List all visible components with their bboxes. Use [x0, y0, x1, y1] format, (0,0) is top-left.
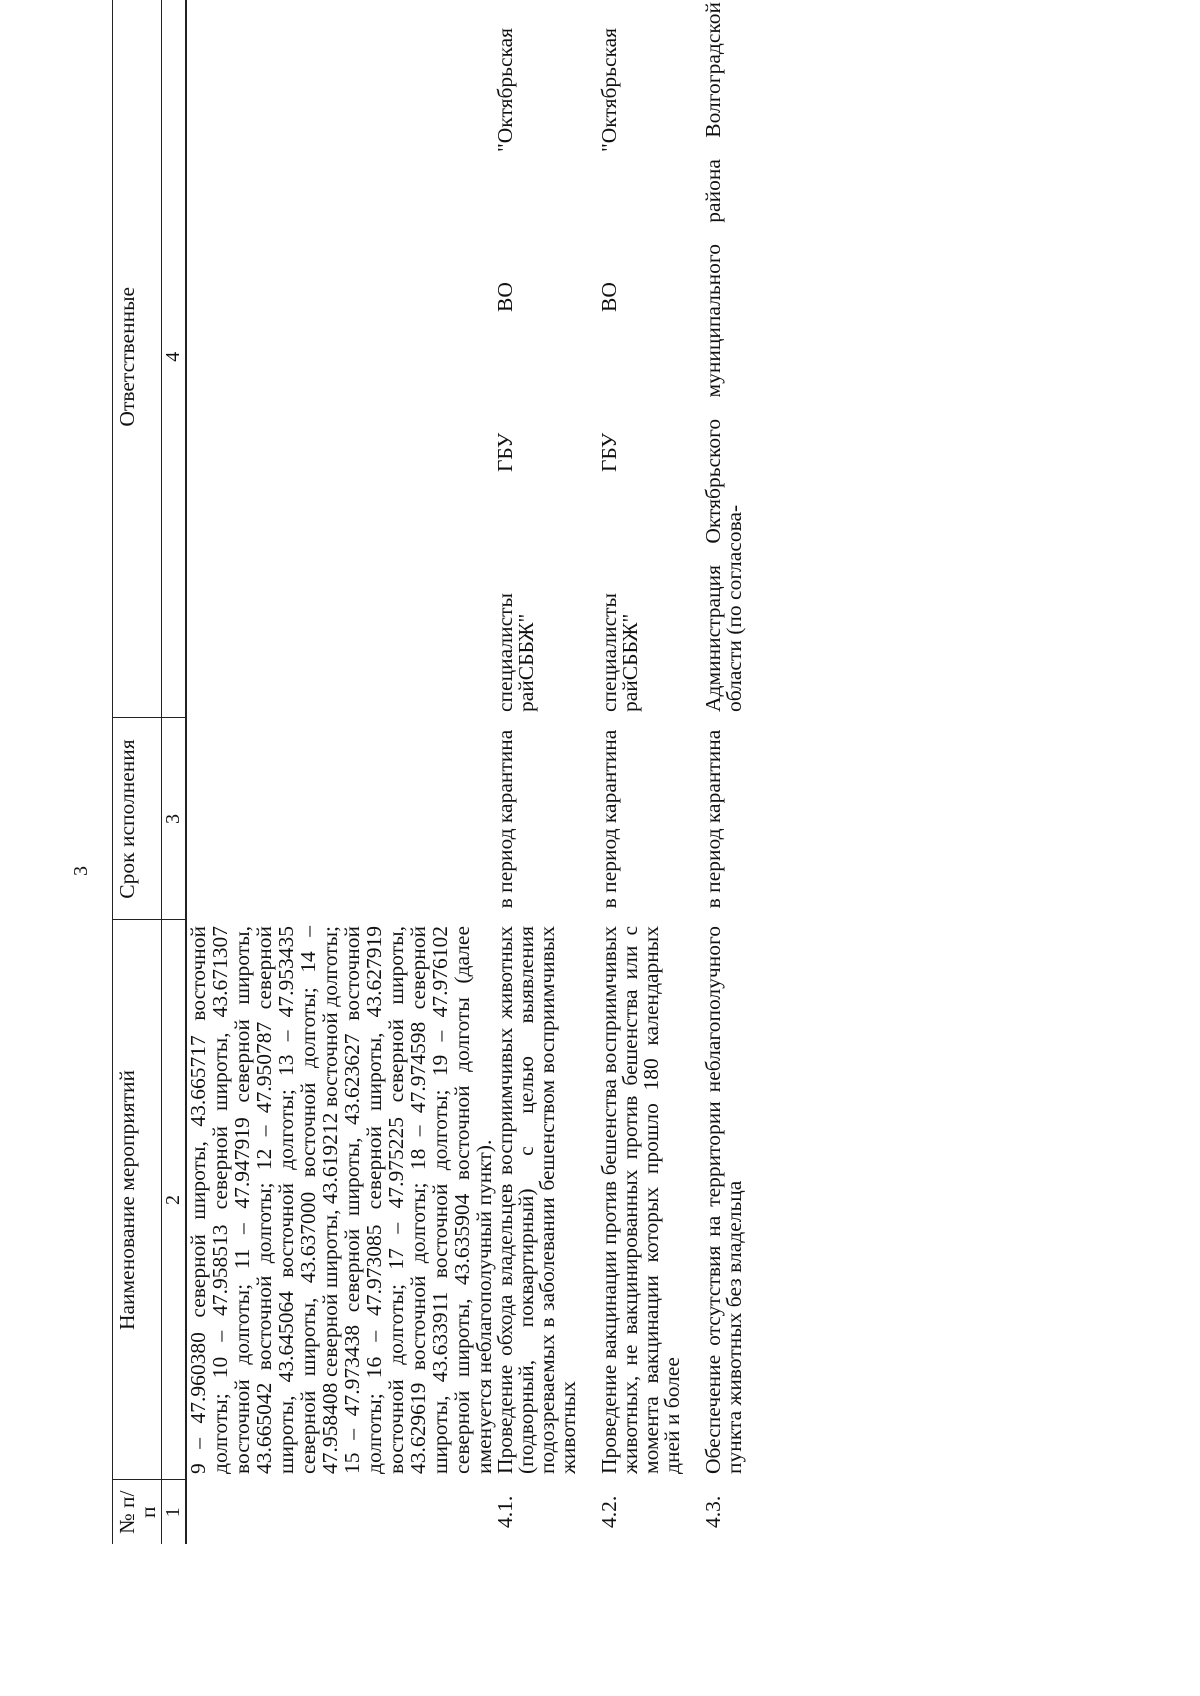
colnum-2: 2	[162, 920, 187, 1480]
measure-term: в период карантина	[701, 729, 725, 909]
row-number: 4.1.	[493, 1495, 517, 1528]
responsible: специалисты райСББЖ" ГБУ ВО "Октябрьская	[493, 27, 538, 712]
colnum-4: 4	[162, 0, 187, 718]
measure-name: Проведение вакцинации против бешенства восприимчивых животных, не вакцинированных против бешенства или с момента вакцинации которых прошло 180 календарных дней и более	[597, 926, 684, 1474]
responsible: специалисты райСББЖ" ГБУ ВО "Октябрьская	[597, 27, 642, 712]
table-row	[599, 0, 683, 1544]
coordinates-text: 9 – 47.960380 северной широты, 43.665717 восточной долготы; 10 – 47.958513 северной широты, 43.671307 восточной долготы; 11 – 47.947919 северной широты, 43.665042 восточной долготы; 12 – 47.950787 северной широты, 43.645064 восточной долготы; 13 – 47.953435 северной широты, 43.637000 восточной долготы; 14 – 47.958408 северной широты, 43.619212 восточной долготы; 15 – 47.973438 северной широты, 43.623627 восточной долготы; 16 – 47.973085 северной широты, 43.627919 восточной долготы; 17 – 47.975225 северной широты, 43.629619 восточной долготы; 18 – 47.974598 северной широты, 43.633911 восточной долготы; 19 – 47.976102 северной широты, 43.635904 восточной долготы (далее именуется неблагополучный пункт).	[186, 926, 496, 1474]
colnum-1: 1	[162, 1480, 187, 1544]
measure-term: в период карантина	[597, 729, 621, 909]
colnum-3: 3	[162, 718, 187, 920]
table-row	[703, 0, 745, 1544]
measure-name: Проведение обхода владельцев восприимчивых животных (подворный, поквартирный) с целью выявления подозреваемых в заболевании бешенством восприимчивых животных	[493, 926, 580, 1474]
responsible: Администрация Октябрьского муниципального района Волгоградской области (по согласова-	[701, 2, 746, 712]
measures-table	[112, 0, 745, 1544]
header-name: Наименование мероприятий	[113, 920, 162, 1480]
table-row	[495, 0, 579, 1544]
row-number: 4.3.	[701, 1495, 725, 1528]
page-number: 3	[70, 866, 92, 876]
measure-name: Обеспечение отсутствия на территории неблагополучного пункта животных без владельца	[701, 926, 746, 1474]
header-responsible: Ответственные	[113, 0, 162, 718]
row-number: 4.2.	[597, 1495, 621, 1528]
header-number: № п/п	[113, 1480, 162, 1544]
header-term: Срок исполнения	[113, 718, 162, 920]
measure-term: в период карантина	[493, 729, 517, 909]
table-row	[186, 0, 495, 1544]
